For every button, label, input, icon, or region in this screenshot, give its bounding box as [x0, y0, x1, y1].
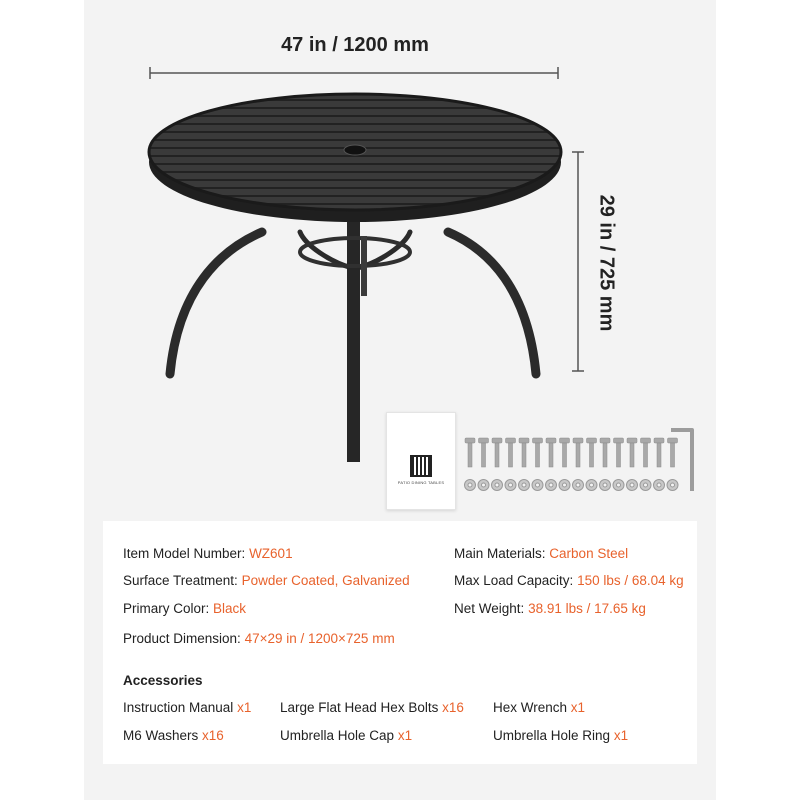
spec-label: Item Model Number:: [123, 546, 246, 561]
accessory-name: Large Flat Head Hex Bolts: [280, 700, 439, 715]
qr-code-icon: [410, 455, 432, 477]
manual-title: PATIO DINING TABLES: [397, 480, 445, 485]
spec-main-materials: [454, 546, 628, 561]
height-dimension-line: [572, 152, 584, 371]
accessory-qty: x16: [202, 728, 224, 743]
spec-label: Net Weight:: [454, 601, 525, 616]
spec-label: Product Dimension:: [123, 631, 241, 646]
spec-value: 38.91 lbs / 17.65 kg: [528, 601, 646, 616]
spec-product-dimension: [123, 631, 395, 646]
spec-value: Powder Coated, Galvanized: [241, 573, 410, 588]
washer-icon: [465, 480, 679, 491]
accessory-qty: x16: [442, 700, 464, 715]
accessory-qty: x1: [570, 700, 586, 715]
width-dimension-label: 47 in / 1200 mm: [281, 34, 429, 56]
accessory-name: M6 Washers: [123, 728, 199, 743]
round-patio-table-image: [140, 94, 570, 462]
spec-value: 47×29 in / 1200×725 mm: [244, 631, 395, 646]
accessory-name: Umbrella Hole Ring: [493, 728, 611, 743]
accessory-qty: x1: [613, 728, 629, 743]
spec-label: Max Load Capacity:: [454, 573, 574, 588]
spec-value: 150 lbs / 68.04 kg: [577, 573, 684, 588]
accessory-name: Umbrella Hole Cap: [280, 728, 395, 743]
spec-value: Carbon Steel: [549, 546, 629, 561]
accessory-item: [493, 700, 585, 715]
accessory-item: [493, 728, 628, 743]
spec-model-number: [123, 546, 293, 561]
specifications-card: [103, 521, 697, 764]
spec-primary-color: [123, 601, 246, 616]
spec-label: Surface Treatment:: [123, 573, 238, 588]
accessory-qty: x1: [397, 728, 413, 743]
accessory-qty: x1: [237, 700, 252, 715]
spec-value: Black: [213, 601, 247, 616]
accessory-name: Instruction Manual: [123, 700, 234, 715]
spec-net-weight: [454, 601, 646, 616]
accessory-item: [123, 728, 224, 743]
accessories-heading: Accessories: [123, 673, 203, 688]
instruction-manual-image: [386, 412, 456, 510]
hex-bolt-icon: [465, 438, 678, 467]
width-dimension-line: [150, 67, 558, 79]
height-dimension-label: 29 in / 725 mm: [595, 194, 618, 332]
spec-surface-treatment: [123, 573, 410, 588]
spec-max-load-capacity: [454, 573, 684, 588]
accessory-item: [280, 728, 412, 743]
spec-value: WZ601: [249, 546, 293, 561]
spec-label: Primary Color:: [123, 601, 210, 616]
accessory-name: Hex Wrench: [493, 700, 568, 715]
accessory-item: [123, 700, 251, 715]
accessory-item: [280, 700, 464, 715]
spec-label: Main Materials:: [454, 546, 546, 561]
